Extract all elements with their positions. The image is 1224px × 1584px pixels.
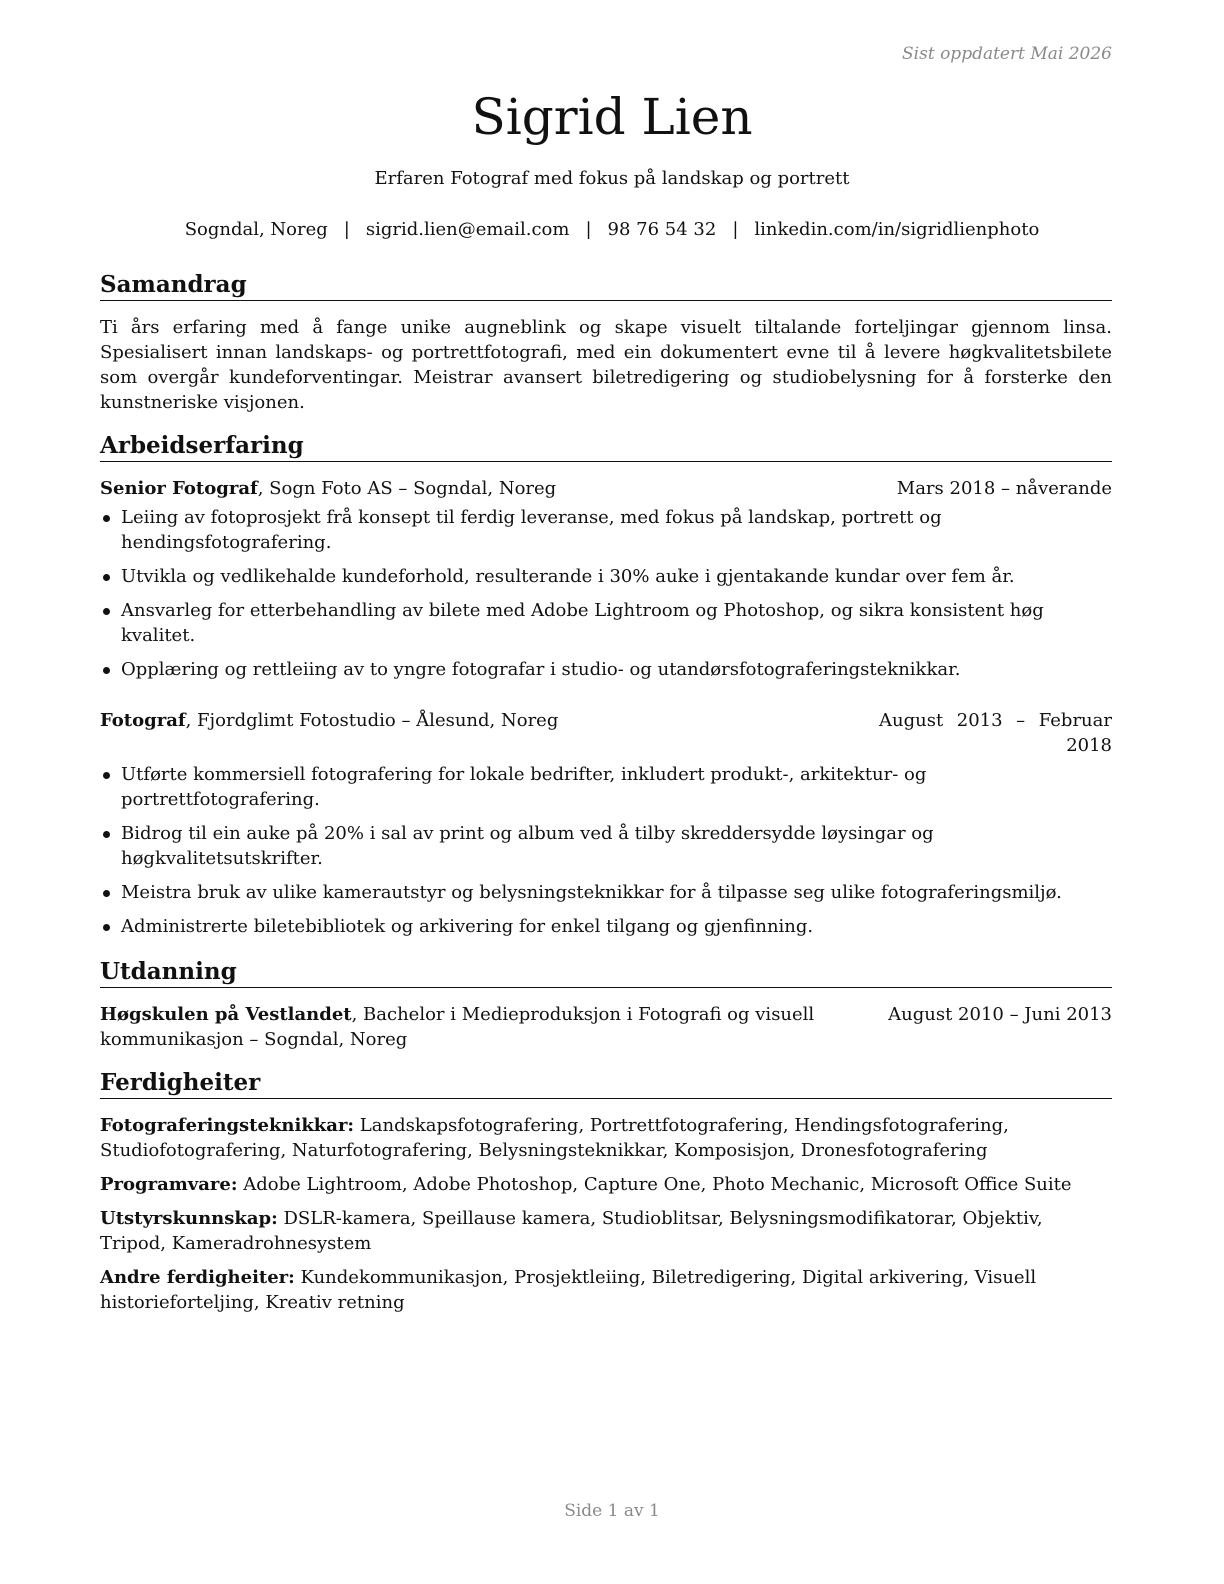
list-item: Utvikla og vedlikehalde kundeforhold, resulterande i 30% auke i gjentakande kundar over fem år. [100, 564, 1112, 589]
list-item: Ansvarleg for etterbehandling av bilete med Adobe Lightroom og Photoshop, og sikra konsistent høg kvalitet. [100, 598, 1112, 648]
skill-label: Programvare: [100, 1174, 238, 1195]
resume-body [100, 270, 1112, 1324]
tagline: Erfaren Fotograf med fokus på landskap og portrett [374, 168, 850, 189]
education-school: Høgskulen på Vestlandet [100, 1004, 352, 1025]
education-entry [100, 1002, 1112, 1052]
skill-value: DSLR-kamera, Speillause kamera, Studioblitsar, Belysningsmodifikatorar, Objektiv, Tripod, Kameradrohnesystem [100, 1208, 1043, 1254]
page-number: Side 1 av 1 [564, 1501, 660, 1521]
summary-heading: Samandrag [100, 270, 1112, 301]
list-item: Bidrog til ein auke på 20% i sal av print og album ved å tilby skreddersydde løysingar og høgkvalitetsutskrifter. [100, 821, 1112, 871]
job-role: Fotograf [100, 710, 186, 731]
skills-heading: Ferdigheiter [100, 1068, 1112, 1099]
contact-phone: 98 76 54 32 [607, 219, 717, 240]
skill-row [100, 1206, 1112, 1256]
skill-value: Landskapsfotografering, Portrettfotografering, Hendingsfotografering, Studiofotografering, Naturfotografering, Belysningsteknikkar, Komposisjon, Dronesfotografering [100, 1115, 1009, 1161]
skill-value: Kundekommunikasjon, Prosjektleiing, Biletredigering, Digital arkivering, Visuell historieforteljing, Kreativ retning [100, 1267, 1037, 1313]
last-updated: Sist oppdatert Mai 2026 [902, 44, 1112, 64]
skill-label: Fotograferingsteknikkar: [100, 1115, 355, 1136]
skill-label: Utstyrskunnskap: [100, 1208, 278, 1229]
job-header [100, 476, 1112, 501]
contact-location: Sogndal, Noreg [184, 219, 328, 240]
job-dates: Mars 2018 – nåverande [896, 478, 1112, 499]
list-item: Opplæring og rettleiing av to yngre fotografar i studio- og utandørsfotograferingsteknikkar. [100, 657, 1112, 682]
job-role: Senior Fotograf [100, 478, 258, 499]
job-dates: August 2013 – Februar 2018 [879, 710, 1112, 756]
skill-row [100, 1113, 1112, 1163]
job-bullets [100, 762, 1112, 939]
contact-separator: | [732, 219, 739, 240]
summary-text: Ti års erfaring med å fange unike augneblink og skape visuelt tiltalande forteljingar gjennom linsa. Spesialisert innan landskaps- og portrettfotografi, med ein dokumentert evne til å levere høgkvalitetsbilete som overgår kundeforventingar. Meistrar avansert biletredigering og studiobelysning for å forsterke den kunstneriske visjonen. [100, 317, 1112, 413]
list-item: Utførte kommersiell fotografering for lokale bedrifter, inkludert produkt-, arkitektur- og portrettfotografering. [100, 762, 1112, 812]
person-name: Sigrid Lien [471, 88, 753, 146]
contact-separator: | [585, 219, 592, 240]
skill-row [100, 1172, 1112, 1197]
education-heading: Utdanning [100, 957, 1112, 988]
contact-separator: | [343, 219, 350, 240]
list-item: Administrerte biletebibliotek og arkivering for enkel tilgang og gjenfinning. [100, 914, 1112, 939]
skill-value: Adobe Lightroom, Adobe Photoshop, Capture One, Photo Mechanic, Microsoft Office Suite [237, 1174, 1072, 1195]
list-item: Leiing av fotoprosjekt frå konsept til ferdig leveranse, med fokus på landskap, portrett og hendingsfotografering. [100, 505, 1112, 555]
job-bullets [100, 505, 1112, 682]
education-dates: August 2010 – Juni 2013 [888, 1004, 1112, 1025]
job-header [100, 708, 1112, 758]
job-company: , Fjordglimt Fotostudio – Ålesund, Noreg [185, 710, 559, 731]
contact-email[interactable]: sigrid.lien@email.com [365, 219, 570, 240]
skill-row [100, 1265, 1112, 1315]
job-company: , Sogn Foto AS – Sogndal, Noreg [257, 478, 557, 499]
skill-label: Andre ferdigheiter: [100, 1267, 295, 1288]
list-item: Meistra bruk av ulike kamerautstyr og belysningsteknikkar for å tilpasse seg ulike fotograferingsmiljø. [100, 880, 1112, 905]
education-detail: , Bachelor i Medieproduksjon i Fotografi og visuell kommunikasjon – Sogndal, Noreg [100, 1004, 815, 1050]
contact-linkedin[interactable]: linkedin.com/in/sigridlienphoto [754, 219, 1040, 240]
experience-heading: Arbeidserfaring [100, 431, 1112, 462]
contact-line [0, 219, 1224, 240]
